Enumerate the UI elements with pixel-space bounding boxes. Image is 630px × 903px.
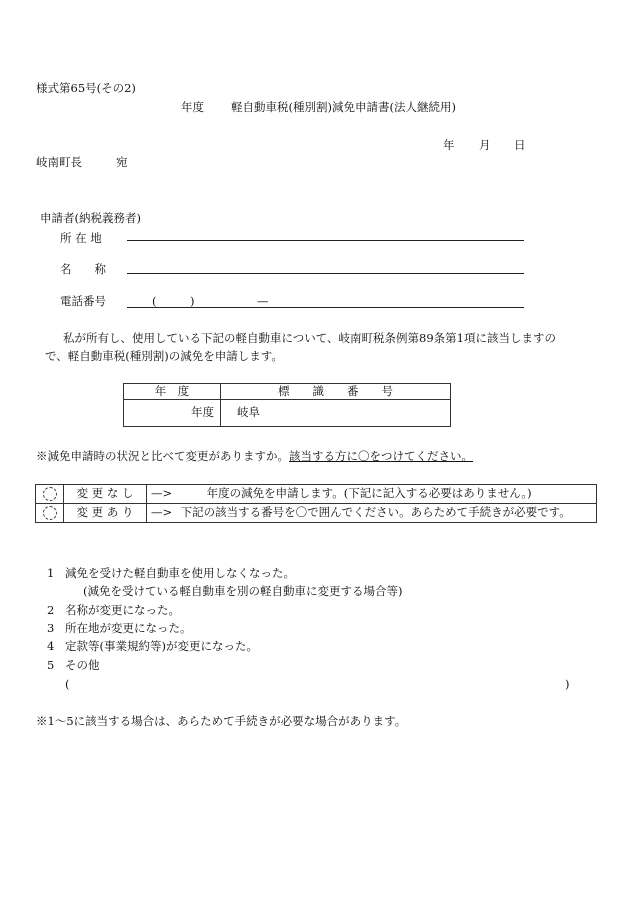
change-row-yes [36, 504, 597, 523]
other-paren-open: ( [65, 677, 70, 691]
body-text-line-1: 私が所有し、使用している下記の軽自動車について、岐南町税条例第89条第1項に該当しますの [63, 331, 556, 345]
name-field[interactable] [127, 273, 524, 274]
name-label: 名 称 [60, 262, 106, 276]
applicant-heading: 申請者(納税義務者) [40, 211, 141, 225]
footnote: ※1～5に該当する場合は、あらためて手続きが必要な場合があります。 [36, 714, 407, 728]
plate-table-plate-cell[interactable] [221, 400, 451, 427]
title-year: 年度 [181, 100, 204, 114]
address-field[interactable] [127, 240, 524, 241]
addressee-suffix: 宛 [116, 155, 128, 169]
circle-mark-icon[interactable] [43, 487, 57, 501]
change-no-text: 年度の減免を申請します。(下記に記入する必要はありません。) [206, 486, 532, 501]
change-question-underlined: 該当する方に〇をつけてください。 [289, 449, 473, 463]
date-year: 年 [443, 138, 455, 152]
phone-dash: — [257, 294, 269, 308]
change-question [36, 451, 473, 463]
item-5-text: その他 [65, 658, 100, 672]
date-month: 月 [479, 138, 491, 152]
change-table [35, 484, 597, 523]
form-number: 様式第65号(その2) [36, 81, 136, 95]
circle-mark-icon[interactable] [43, 506, 57, 520]
other-paren-close: ) [565, 677, 570, 691]
change-yes-circle-cell[interactable] [36, 504, 64, 523]
arrow-icon: —> [151, 486, 173, 501]
change-no-circle-cell[interactable] [36, 485, 64, 504]
plate-table-year-cell[interactable] [124, 400, 221, 427]
addressee: 岐南町長 [36, 155, 82, 169]
plate-table-year-suffix: 年度 [191, 405, 214, 420]
phone-paren-open: ( [152, 294, 157, 308]
change-no-description [147, 485, 597, 504]
address-label: 所 在 地 [60, 231, 102, 245]
item-3-num[interactable]: 3 [47, 621, 55, 635]
phone-label: 電話番号 [60, 294, 106, 308]
plate-table-plate-prefix: 岐阜 [237, 405, 260, 420]
change-no-label: 変 更 な し [64, 485, 147, 504]
item-2-text: 名称が変更になった。 [65, 603, 180, 617]
item-4-num[interactable]: 4 [47, 639, 55, 653]
plate-table-header-year: 年 度 [124, 384, 221, 400]
item-3-text: 所在地が変更になった。 [65, 621, 192, 635]
change-row-no [36, 485, 597, 504]
phone-paren-close: ) [190, 294, 195, 308]
item-1-note: (減免を受けている軽自動車を別の軽自動車に変更する場合等) [83, 584, 403, 598]
date-day: 日 [514, 138, 526, 152]
change-yes-text: 下記の該当する番号を〇で囲んでください。あらためて手続きが必要です。 [180, 505, 571, 520]
change-question-text: ※減免申請時の状況と比べて変更がありますか。 [36, 449, 289, 463]
plate-table [123, 383, 451, 427]
item-5-num[interactable]: 5 [47, 658, 55, 672]
other-field[interactable] [85, 676, 555, 694]
arrow-icon: —> [151, 505, 173, 520]
item-1-num[interactable]: 1 [47, 566, 55, 580]
page-title: 軽自動車税(種別割)減免申請書(法人継続用) [231, 100, 456, 114]
phone-field[interactable] [127, 307, 524, 308]
body-text-line-2: で、軽自動車税(種別割)の減免を申請します。 [45, 349, 283, 363]
change-yes-label: 変 更 あ り [64, 504, 147, 523]
item-4-text: 定款等(事業規約等)が変更になった。 [65, 639, 258, 653]
item-1-text: 減免を受けた軽自動車を使用しなくなった。 [65, 566, 295, 580]
plate-table-header-plate: 標 識 番 号 [221, 384, 451, 400]
item-2-num[interactable]: 2 [47, 603, 55, 617]
change-yes-description [147, 504, 597, 523]
